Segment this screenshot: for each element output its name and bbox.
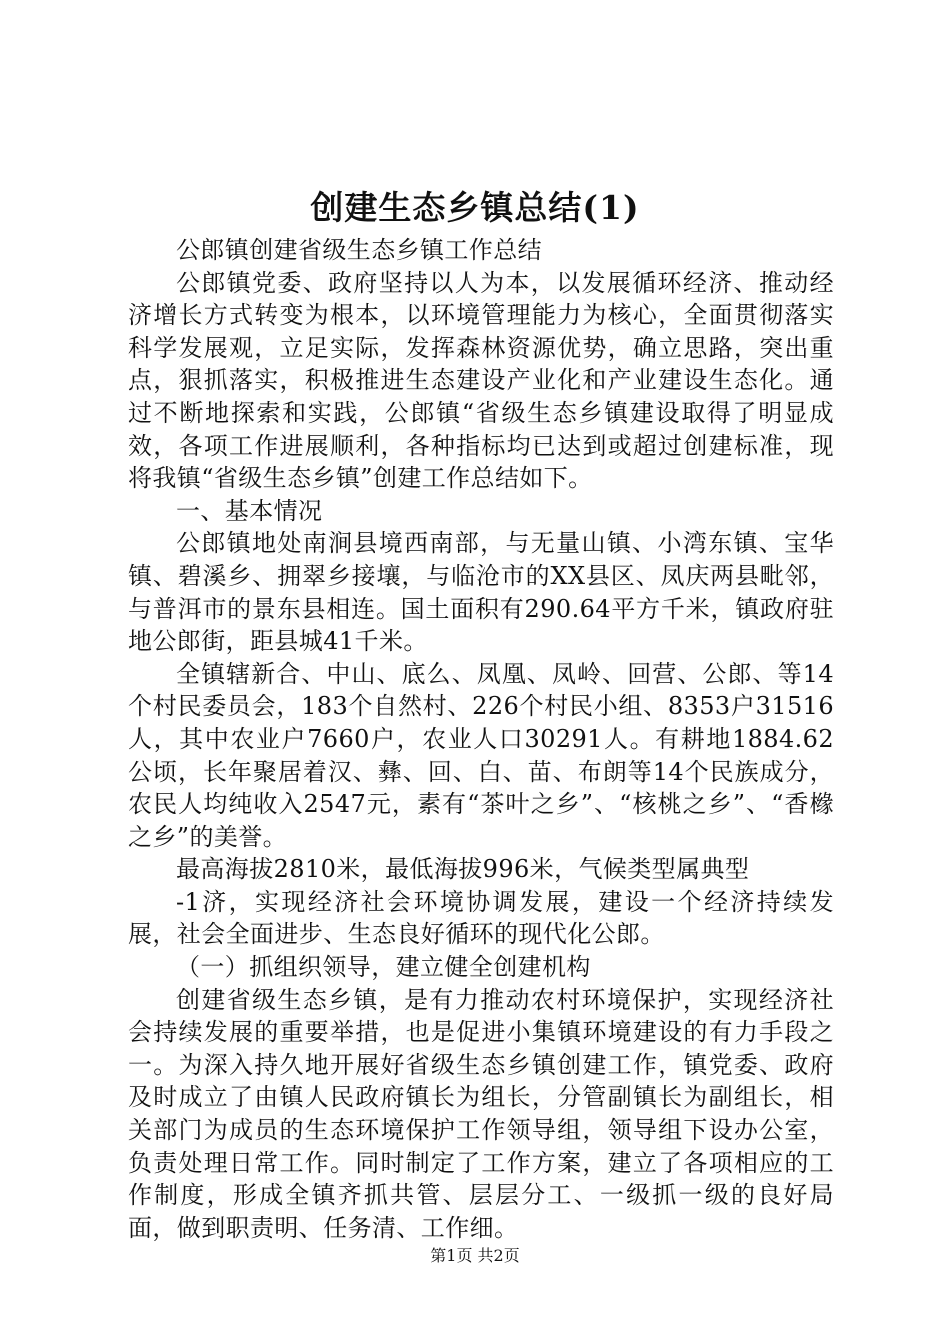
document-title: 创建生态乡镇总结(1) — [310, 188, 640, 227]
subtitle-paragraph: 公郎镇创建省级生态乡镇工作总结 — [176, 236, 542, 264]
document-body — [128, 234, 834, 1244]
section-heading-basic-info: 一、基本情况 — [176, 496, 323, 525]
altitude-paragraph: 最高海拔2810米，最低海拔996米，气候类型属典型 — [176, 855, 750, 884]
intro-paragraph: 公郎镇党委、政府坚持以人为本，以发展循环经济、推动经济增长方式转变为根本，以环境管理能力为核心，全面贯彻落实科学发展观，立足实际，发挥森林资源优势，确立思路，突出重点，狠抓落实，积极推进生态建设产业化和产业建设生态化。通过不断地探索和实践，公郎镇“省级生态乡镇建设取得了明显成效，各项工作进展顺利，各种指标均已达到或超过创建标准，现将我镇“省级生态乡镇”创建工作总结如下。 — [128, 268, 834, 493]
organization-paragraph: 创建省级生态乡镇，是有力推动农村环境保护，实现经济社会持续发展的重要举措，也是促进小集镇环境建设的有力手段之一。为深入持久地开展好省级生态乡镇创建工作，镇党委、政府及时成立了由镇人民政府镇长为组长，分管副镇长为副组长，相关部门为成员的生态环境保护工作领导组，领导组下设办公室，负责处理日常工作。同时制定了工作方案，建立了各项相应的工作制度，形成全镇齐抓共管、层层分工、一级抓一级的良好局面，做到职责明、任务清、工作细。 — [128, 985, 834, 1242]
page-indicator: 第1页 共2页 — [430, 1246, 520, 1265]
population-paragraph: 全镇辖新合、中山、底么、凤凰、凤岭、回营、公郎、等14个村民委员会，183个自然村、226个村民小组、8353户31516人，其中农业户7660户，农业人口30291人。有耕地1884.62公顷，长年聚居着汉、彝、回、白、苗、布朗等14个民族成分，农民人均纯收入2547元，素有“茶叶之乡”、“核桃之乡”、“香橼之乡”的美誉。 — [128, 659, 834, 851]
location-paragraph: 公郎镇地处南涧县境西南部，与无量山镇、小湾东镇、宝华镇、碧溪乡、拥翠乡接壤，与临沧市的XX县区、凤庆两县毗邻，与普洱市的景东县相连。国土面积有290.64平方千米，镇政府驻地公郎街，距县城41千米。 — [128, 529, 834, 656]
section-heading-organization: （一）抓组织领导，建立健全创建机构 — [176, 953, 591, 982]
development-paragraph: -1济，实现经济社会环境协调发展，建设一个经济持续发展，社会全面进步、生态良好循环的现代化公郎。 — [128, 887, 834, 949]
